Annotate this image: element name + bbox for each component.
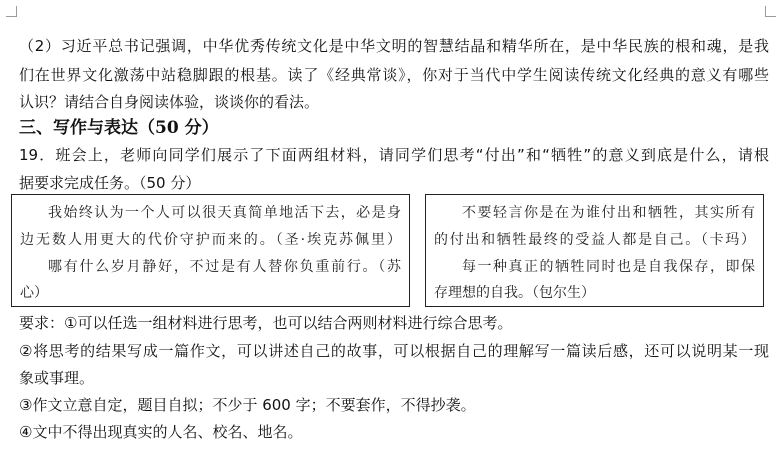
question-19-line-1: 19．班会上，老师向同学们展示了下面两组材料，请同学们思考“付出”和“牺牲”的意义到底是什么，请根 [19, 146, 769, 164]
material-right-line-3: 每一种真正的牺牲同时也是自我保存，即保 [462, 259, 755, 275]
requirement-3: ③作文立意自定，题目自拟；不少于 600 字；不要套作，不得抄袭。 [19, 396, 476, 414]
question-19-line-2: 据要求完成任务。（50 分） [19, 174, 201, 192]
material-right-line-4: 存理想的自我。（包尔生） [434, 285, 595, 301]
question-2-line-3: 认识？请结合自身阅读体验，谈谈你的看法。 [19, 93, 320, 111]
material-box-right [425, 194, 764, 307]
material-box-left [11, 194, 410, 307]
material-left-line-3: 哪有什么岁月静好，不过是有人替你负重前行。（苏 [48, 259, 401, 275]
requirement-2-line-2: 象或事理。 [19, 369, 95, 387]
section-heading: 三、写作与表达（50 分） [19, 118, 219, 138]
question-2-line-2: 们在世界文化激荡中站稳脚跟的根基。读了《经典常谈》，你对于当代中学生阅读传统文化经典的意义有哪些 [19, 66, 769, 84]
page-corner-mark-left [6, 6, 17, 17]
material-left-line-2: 边无数人用更大的代价守护而来的。（圣·埃克苏佩里） [20, 232, 401, 248]
page-corner-mark-right [765, 6, 776, 17]
material-left-line-1: 我始终认为一个人可以很天真简单地活下去，必是身 [48, 205, 401, 221]
material-right-line-2: 的付出和牺牲最终的受益人都是自己。（卡玛） [434, 232, 755, 248]
requirement-2-line-1: ②将思考的结果写成一篇作文，可以讲述自己的故事，可以根据自己的理解写一篇读后感，还可以说明某一现 [19, 342, 769, 360]
requirement-4: ④文中不得出现真实的人名、校名、地名。 [19, 423, 303, 441]
material-left-line-4: 心） [20, 285, 48, 301]
material-right-line-1: 不要轻言你是在为谁付出和牺牲，其实所有 [462, 205, 755, 221]
question-2-line-1: （2）习近平总书记强调，中华优秀传统文化是中华文明的智慧结晶和精华所在，是中华民族的根和魂，是我 [19, 37, 769, 55]
requirement-1: 要求：①可以任选一组材料进行思考，也可以结合两则材料进行综合思考。 [19, 314, 513, 332]
